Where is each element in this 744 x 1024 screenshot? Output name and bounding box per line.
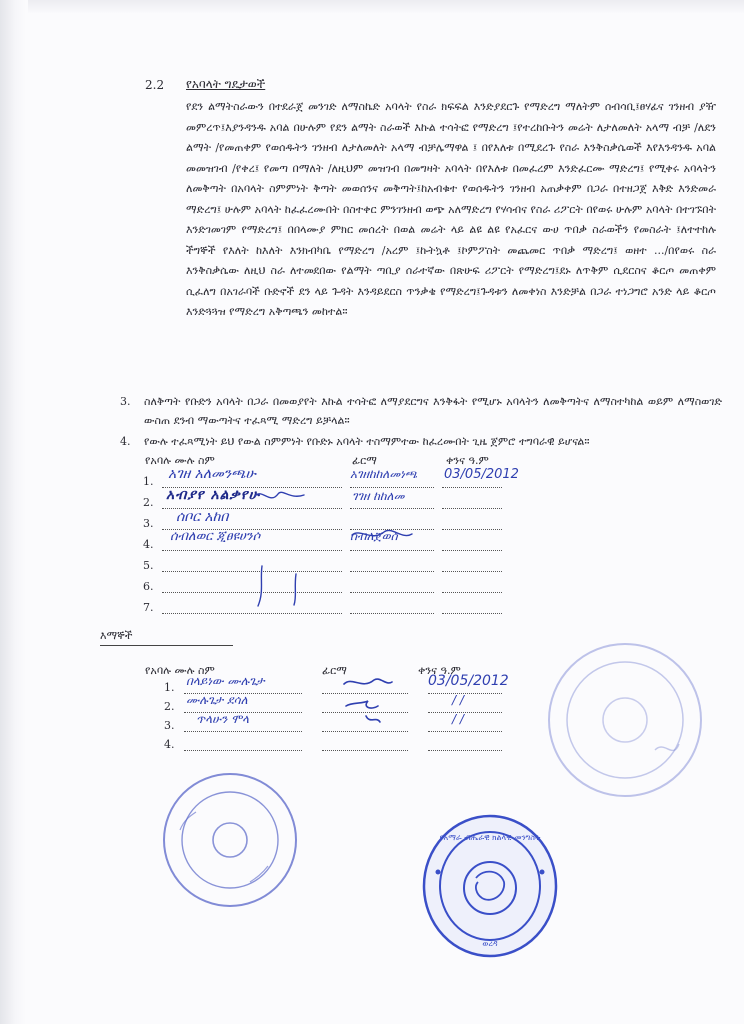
witness-name: ጥላሁን ሞላ — [196, 712, 250, 726]
member-name: ሰብለወር ጂፀዩሀንሶ — [170, 529, 261, 544]
clause-number: 3. — [120, 395, 131, 408]
row-number: 3. — [143, 517, 154, 530]
seal-subtext: ወረዳ — [482, 939, 498, 948]
row-number: 3. — [164, 719, 175, 732]
witness-header-date: ቀንና ዓ.ም — [418, 664, 461, 677]
witness-name: ሙሉጌታ ደሳለ — [186, 693, 248, 707]
row-number: 4. — [143, 538, 154, 551]
clause-number: 4. — [120, 435, 131, 448]
members-header-date: ቀንና ዓ.ም — [446, 454, 489, 467]
row-number: 6. — [143, 580, 154, 593]
row-number: 2. — [143, 496, 154, 509]
official-seal — [420, 812, 560, 962]
member-signature: ገገዘ ከከለመ — [352, 489, 405, 503]
member-name: አብያየ አልቃየሁ — [166, 487, 260, 503]
member-signature: አገዘከከለመነጫ — [350, 467, 418, 481]
member-signature: ሰብለጀወሰ — [350, 529, 398, 543]
seal-text: የአማራ ብሔራዊ ክልላዊ መንግስት — [439, 833, 541, 842]
row-number: 5. — [143, 559, 154, 572]
witness-date: / / — [452, 693, 464, 707]
row-number: 7. — [143, 601, 154, 614]
row-number: 1. — [143, 475, 154, 488]
section-title: የአባላት ግዴታወች — [186, 77, 266, 91]
member-name: ሰቦር አከበ — [176, 509, 229, 525]
witness-date: / / — [452, 712, 464, 726]
members-header-signature: ፊርማ — [352, 454, 377, 467]
row-number: 1. — [164, 681, 175, 694]
member-date: 03/05/2012 — [444, 467, 519, 482]
row-number: 4. — [164, 738, 175, 751]
clause-text: የውሉ ተፈጻሚነት ይህ የውል ስምምነት የቡድኑ አባላት ተስማምተው ከፈረሙበት ጊዜ ጀምሮ ተግባራዊ ይሆናል። — [144, 435, 590, 448]
witness-header-signature: ፊርማ — [322, 664, 347, 677]
round-stamp-right — [545, 640, 705, 800]
clause-text: ስለቅጣት የቡድን አባላት በጋራ በመወያየት እኩል ተሳትፎ ለማያደርግና እንቅፋት የሚሆኑ አባላትን ለመቅጣትና ለማስተካከል ወይም ለማስወገድ ውስጠ ደንብ ማውጣትና ተፈጻሚ ማድረግ ይቻላል። — [144, 395, 722, 427]
section-number: 2.2 — [145, 78, 165, 92]
witness-date: 03/05/2012 — [428, 673, 509, 689]
witness-header-name: የአባሉ ሙሉ ስም — [145, 664, 215, 677]
members-header-name: የአባሉ ሙሉ ስም — [145, 454, 215, 467]
witnesses-title: እማኞች — [100, 629, 133, 642]
section-paragraph: የደን ልማትስራውን በተደራጀ መንገድ ለማስኬድ አባላት የስራ ክፍፍል እንድያደርጉ የማድረግ ማለትም ሰብሳቢ፤ፀሃፊና ገንዘብ ያዥ መምረጥ፤እያንዳንዱ አባል በሁሉም የደን ልማት ስራወች እኩል ተሳትፎ የማድረግ ፤የተረከቡትን መሬት ለታለመለት አላማ ብቻ /ለደን ልማት /የመጠቀም የወሰዱትን ገንዘብ ለታለመለት አላማ ብቻሌማዋል ፤ በየእለቱ በሚደረጉ የስራ እንቅስቃሴወች እየእንዳንዱ አባል መመዝገብ /የቀረ፤ የመጣ በማለት /ለዚህም መዝገብ በመግዛት አባላት በየእለቱ በመፈረም እንድፈርሙ ማድረግ፤ የሚቀሩ አባላትን ለመቅጣት በአባላት ስምምነት ቅጣት መወሰንና መቅጣት፤ከአብቁተ የወሰዱትን ገንዘብ አጠቃቀም በጋራ በተዘጋጀ እቅድ እንድመራ ማድረግ፤ ሁሉም አባላት ከፈፈረሙበት በስተቀር ምንገንዘብ ወጭ አለማድረግ የሃሳብና የስራ ሪፖርት በየወሩ ሁሉም አባላት በተገኙበት እንድገመገም የማድረግ፤ በበላሙያ ምክር መሰረት በወል መሬት ላይ ልዩ ልዩ የአፈርና ውሀ ጥበቃ ስራወችን የመስራት ፤ለተተከሉ ችግኞች የእለት ከእለት እንክብካቤ የማድረግ /አረም ፤ኩትኳቶ ፤ኮምፖስት መጨመር ጥበቃ ማድረግ፤ ወዘተ .../በየወሩ ስራ እንቅስቃሴው ለዚህ ስራ ለተመደበው የልማት ጣቢያ ሰራተኛው በጽሁፍ ሪፖርት የማድረግ፤ደኑ ለጥቅም ሲደርስና ቆርጦ መጠቀም ሲፈለግ በአገራባች ቡድኖች ደን ላይ ጉዳት እንዳይደርስ ጥንቃቄ የማድረግ፤ጉዳቱን ለመቀነስ እንድቻል በጋራ ተነጋግሮ አንድ ላይ ቆርጦ እንድጓጓዝ የማድረግ አቅጣጫን መከተል። — [186, 100, 716, 318]
witness-name: በላይነው ሙሉጌታ — [186, 674, 265, 688]
row-number: 2. — [164, 700, 175, 713]
member-name: አገዘ አለመንጫሁ — [168, 466, 256, 482]
round-stamp-left — [160, 770, 300, 910]
